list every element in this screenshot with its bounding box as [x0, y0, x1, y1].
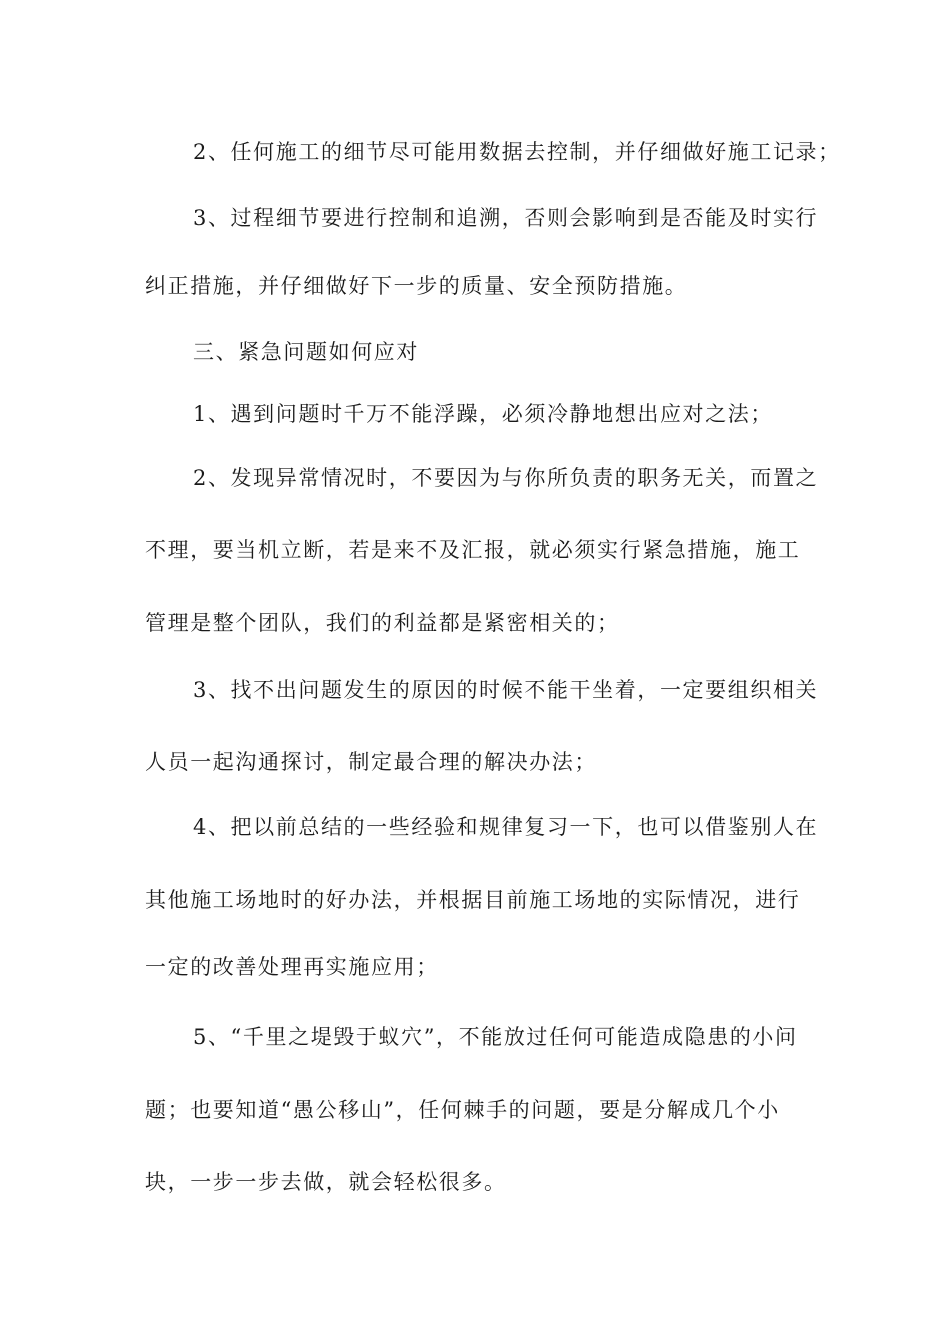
paragraph-line: [0, 603, 950, 643]
paragraph-line: [0, 742, 950, 782]
paragraph-line: [0, 198, 950, 238]
line-text: 不理，要当机立断，若是来不及汇报，就必须实行紧急措施，施工: [145, 538, 801, 562]
paragraph-line: [0, 1162, 950, 1202]
line-text: 块，一步一步去做，就会轻松很多。: [145, 1170, 507, 1194]
line-text: 人员一起沟通探讨，制定最合理的解决办法；: [145, 750, 597, 774]
paragraph-line: [0, 530, 950, 570]
paragraph-line: [0, 266, 950, 306]
paragraph-line: [0, 1090, 950, 1130]
line-text: 5、“千里之堤毁于蚁穴”，不能放过任何可能造成隐患的小问: [193, 1025, 798, 1049]
paragraph-line: [0, 880, 950, 920]
line-text: 3、过程细节要进行控制和追溯，否则会影响到是否能及时实行: [193, 206, 819, 230]
paragraph-line: [0, 670, 950, 710]
line-text: 其他施工场地时的好办法，并根据目前施工场地的实际情况，进行: [145, 888, 801, 912]
paragraph-line: [0, 947, 950, 987]
heading-text: 三、紧急问题如何应对: [193, 340, 419, 364]
paragraph-line: [0, 1017, 950, 1057]
line-text: 纠正措施，并仔细做好下一步的质量、安全预防措施。: [145, 274, 688, 298]
line-text: 2、发现异常情况时，不要因为与你所负责的职务无关，而置之: [193, 466, 819, 490]
line-text: 一定的改善处理再实施应用；: [145, 955, 439, 979]
line-text: 题；也要知道“愚公移山”，任何棘手的问题，要是分解成几个小: [145, 1098, 780, 1122]
paragraph-line: [0, 458, 950, 498]
line-text: 4、把以前总结的一些经验和规律复习一下，也可以借鉴别人在: [193, 815, 819, 839]
line-text: 2、任何施工的细节尽可能用数据去控制，并仔细做好施工记录；: [193, 140, 841, 164]
paragraph-line: [0, 394, 950, 434]
section-heading: [0, 332, 950, 372]
line-text: 3、找不出问题发生的原因的时候不能干坐着，一定要组织相关: [193, 678, 819, 702]
line-text: 1、遇到问题时千万不能浮躁，必须冷静地想出应对之法；: [193, 402, 773, 426]
line-text: 管理是整个团队，我们的利益都是紧密相关的；: [145, 611, 620, 635]
paragraph-line: [0, 807, 950, 847]
paragraph-line: [0, 132, 950, 172]
